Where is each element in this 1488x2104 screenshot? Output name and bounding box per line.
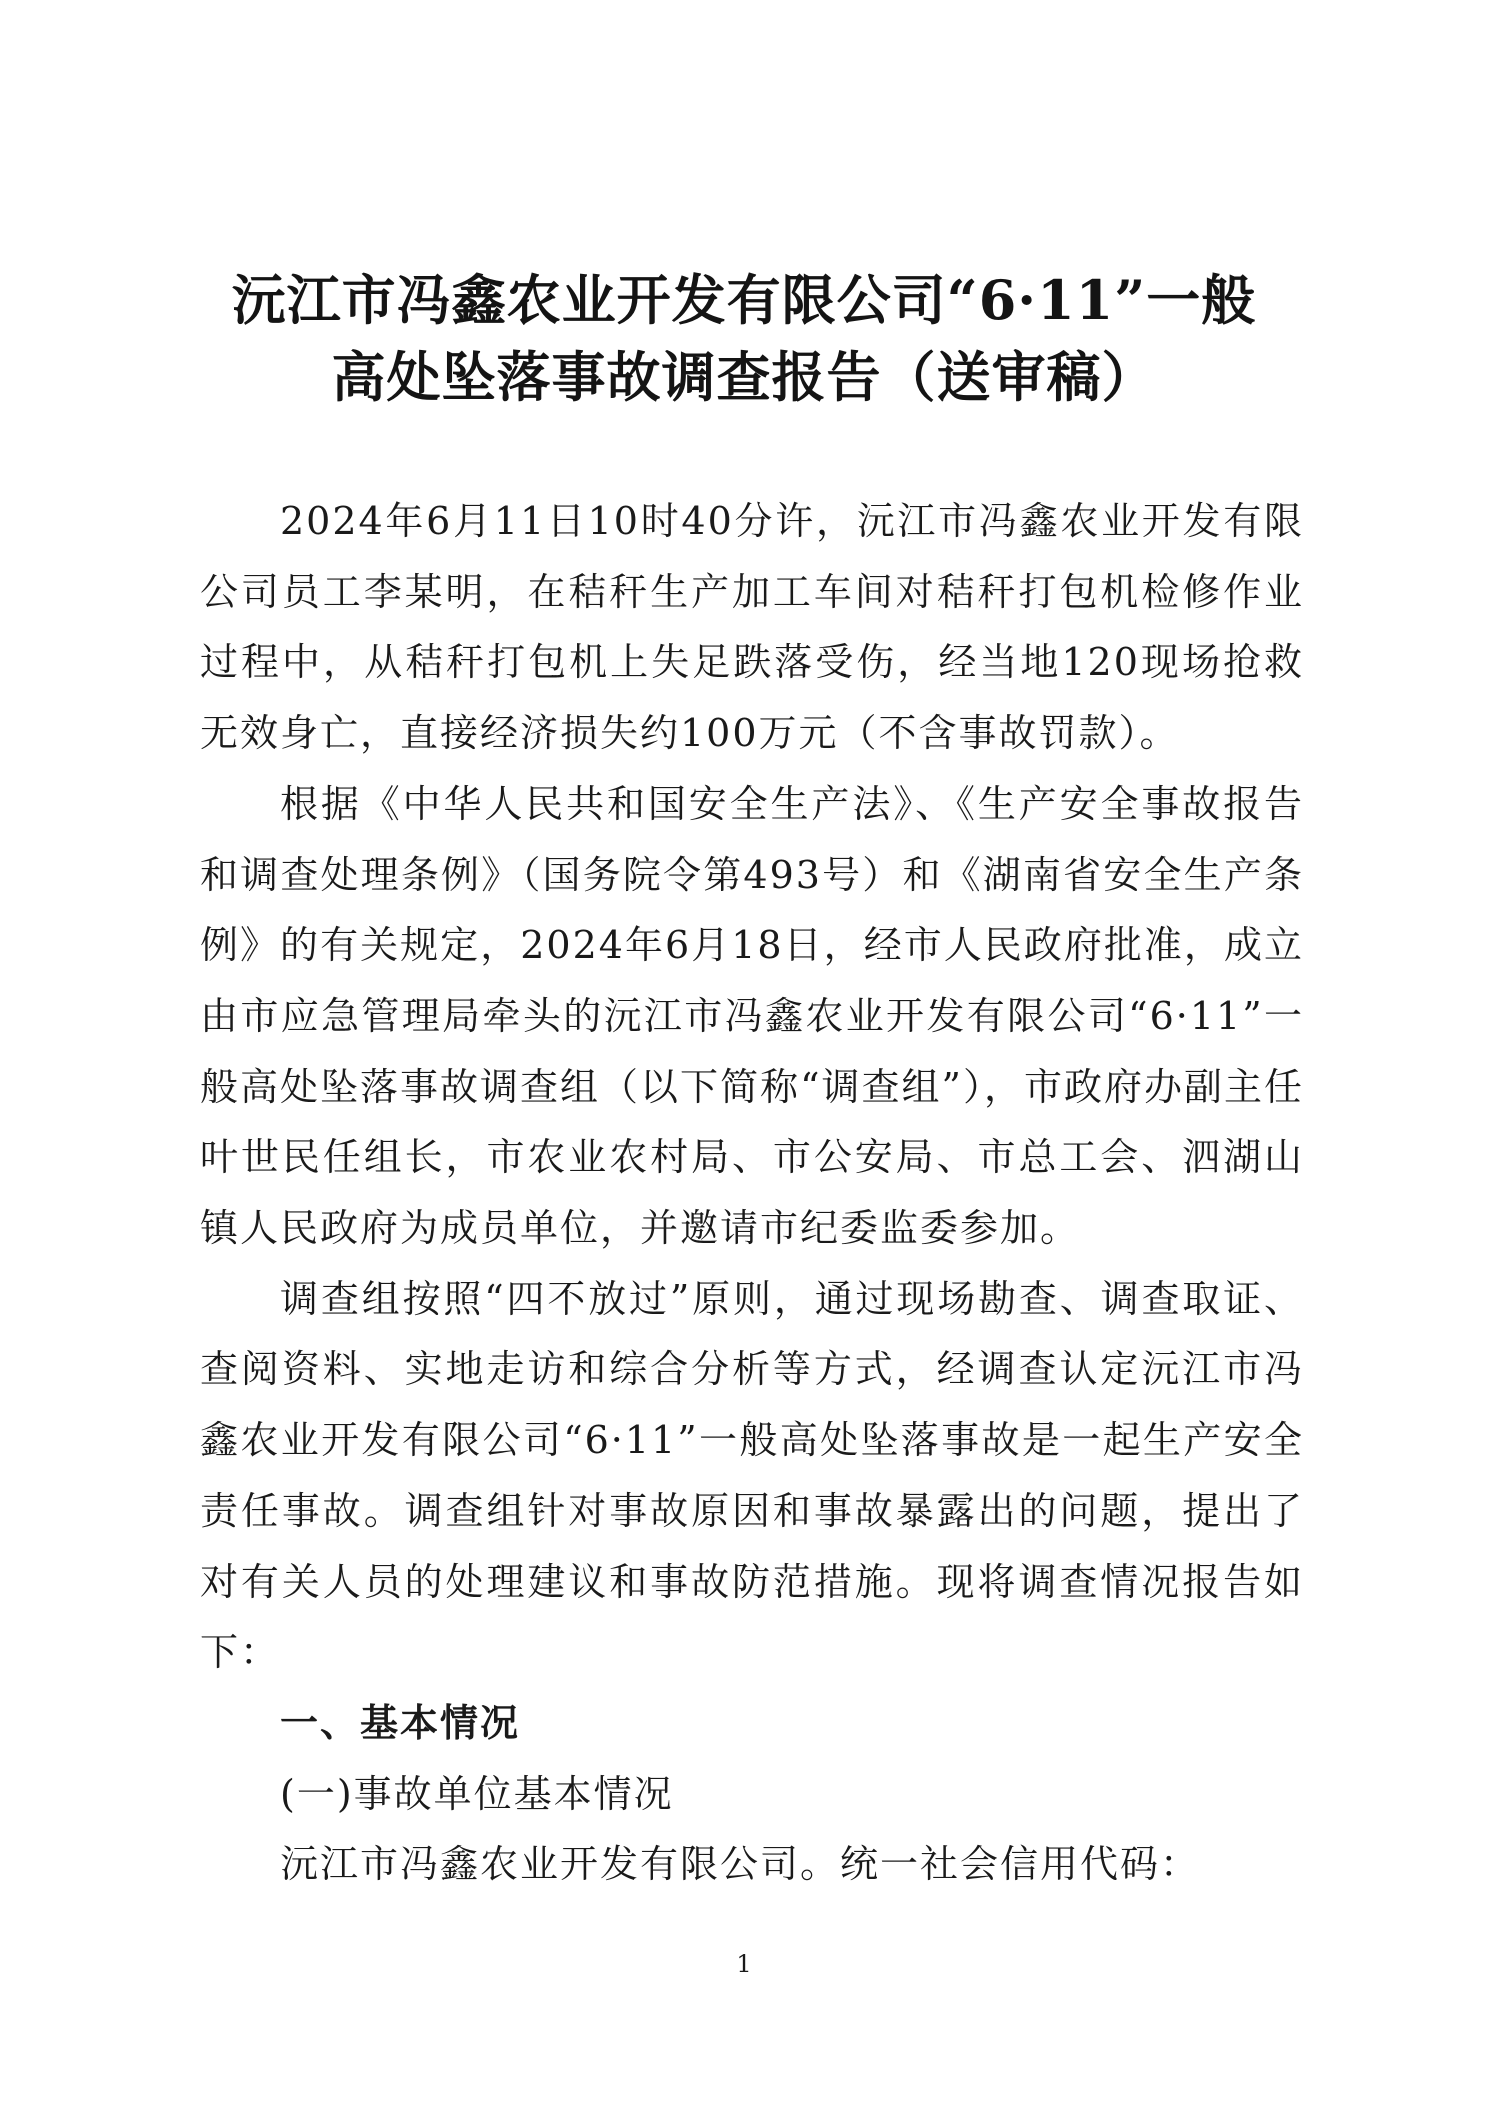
- paragraph-incident-summary: 2024年6月11日10时40分许，沅江市冯鑫农业开发有限公司员工李某明，在秸秆生产加工车间对秸秆打包机检修作业过程中，从秸秆打包机上失足跌落受伤，经当地120现场抢救无效身亡，直接经济损失约100万元（不含事故罚款）。: [200, 499, 1304, 756]
- page-number: 1: [736, 1950, 752, 1978]
- subsection-heading-company-info: (一)事故单位基本情况: [280, 1771, 674, 1816]
- paragraph-company-info: 沅江市冯鑫农业开发有限公司。统一社会信用代码：: [280, 1842, 1201, 1887]
- section-heading-basic-info: 一、基本情况: [280, 1699, 521, 1745]
- paragraph-legal-basis: 根据《中华人民共和国安全生产法》、《生产安全事故报告和调查处理条例》（国务院令第493号）和《湖南省安全生产条例》的有关规定，2024年6月18日，经市人民政府批准，成立由市应急管理局牵头的沅江市冯鑫农业开发有限公司“6·11”一般高处坠落事故调查组（以下简称“调查组”），市政府办副主任叶世民任组长，市农业农村局、市公安局、市总工会、泗湖山镇人民政府为成员单位，并邀请市纪委监委参加。: [200, 781, 1304, 1251]
- paragraph-investigation-conclusion: 调查组按照“四不放过”原则，通过现场勘查、调查取证、查阅资料、实地走访和综合分析等方式，经调查认定沅江市冯鑫农业开发有限公司“6·11”一般高处坠落事故是一起生产安全责任事故。调查组针对事故原因和事故暴露出的问题，提出了对有关人员的处理建议和事故防范措施。现将调查情况报告如下：: [200, 1276, 1304, 1675]
- document-body: [200, 486, 1304, 1900]
- title-line-1: 沅江市冯鑫农业开发有限公司“6·11”一般: [231, 268, 1257, 332]
- title-line-2: 高处坠落事故调查报告（送审稿）: [331, 345, 1157, 409]
- document-title: [150, 262, 1338, 416]
